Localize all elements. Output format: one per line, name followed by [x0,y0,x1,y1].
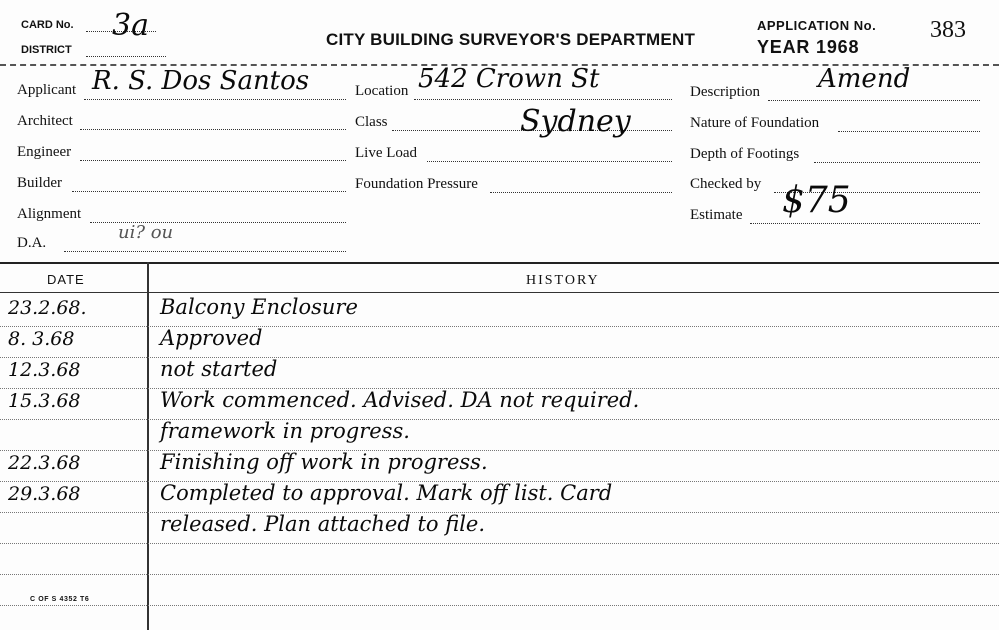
history-entry: Completed to approval. Mark off list. Card [160,481,613,505]
district-label: DISTRICT [21,44,72,56]
live-load-label: Live Load [355,145,418,161]
history-date: 8. 3.68 [8,328,75,350]
form-code: C OF S 4352 T6 [30,596,90,603]
builder-label: Builder [17,175,62,191]
live-load-line [427,161,672,162]
da-label: D.A. [17,235,47,251]
depth-of-footings-line [814,162,980,163]
applicant-label: Applicant [17,82,77,98]
description-value: Amend [818,64,911,94]
class-label: Class [355,114,388,130]
location-label: Location [355,83,409,99]
history-header: HISTORY [526,273,600,288]
card-no-value: 3a [112,8,149,43]
history-entry: not started [160,357,278,381]
estimate-label: Estimate [690,207,743,223]
builder-line [72,191,346,192]
history-date: 22.3.68 [8,452,81,474]
history-row-rule [0,357,999,358]
history-row-rule [0,605,999,606]
history-row-rule [0,419,999,420]
application-no-label: APPLICATION No. [757,18,877,33]
description-label: Description [690,84,760,100]
history-row-rule [0,512,999,513]
history-date: 15.3.68 [8,390,81,412]
header-underline [0,292,999,293]
history-row-rule [0,326,999,327]
da-line [64,251,346,252]
architect-line [80,129,346,130]
history-entry: released. Plan attached to file. [160,512,486,536]
history-date: 12.3.68 [8,359,81,381]
engineer-label: Engineer [17,144,72,160]
applicant-value: R. S. Dos Santos [92,66,310,96]
nature-of-foundation-label: Nature of Foundation [690,115,820,131]
estimate-value: $75 [782,180,851,221]
location-line [414,99,672,100]
depth-of-footings-label: Depth of Footings [690,146,800,162]
history-row-rule [0,450,999,451]
foundation-pressure-line [490,192,672,193]
da-value: ui? ou [118,222,174,243]
application-no-value: 383 [930,17,966,43]
history-entry: Approved [160,326,263,350]
applicant-line [84,99,346,100]
nature-of-foundation-line [838,131,980,132]
history-row-rule [0,574,999,575]
date-header: DATE [47,272,85,287]
description-line [768,100,980,101]
history-entry: Balcony Enclosure [160,295,358,319]
checked-by-label: Checked by [690,176,762,192]
estimate-line [750,223,980,224]
history-row-rule [0,543,999,544]
architect-label: Architect [17,113,73,129]
department-title: CITY BUILDING SURVEYOR'S DEPARTMENT [326,30,696,49]
location-value: 542 Crown St [418,64,600,94]
district-line [86,56,166,57]
year-label: YEAR 1968 [757,37,860,57]
card-no-label: CARD No. [21,19,74,31]
history-date: 23.2.68. [8,297,87,319]
history-entry: Work commenced. Advised. DA not required. [160,388,640,412]
foundation-pressure-label: Foundation Pressure [355,176,478,192]
engineer-line [80,160,346,161]
history-date: 29.3.68 [8,483,81,505]
history-entry: framework in progress. [160,419,410,443]
location-value-line2: Sydney [520,104,631,139]
history-top-rule [0,262,999,264]
alignment-label: Alignment [17,206,82,222]
history-entry: Finishing off work in progress. [160,450,488,474]
